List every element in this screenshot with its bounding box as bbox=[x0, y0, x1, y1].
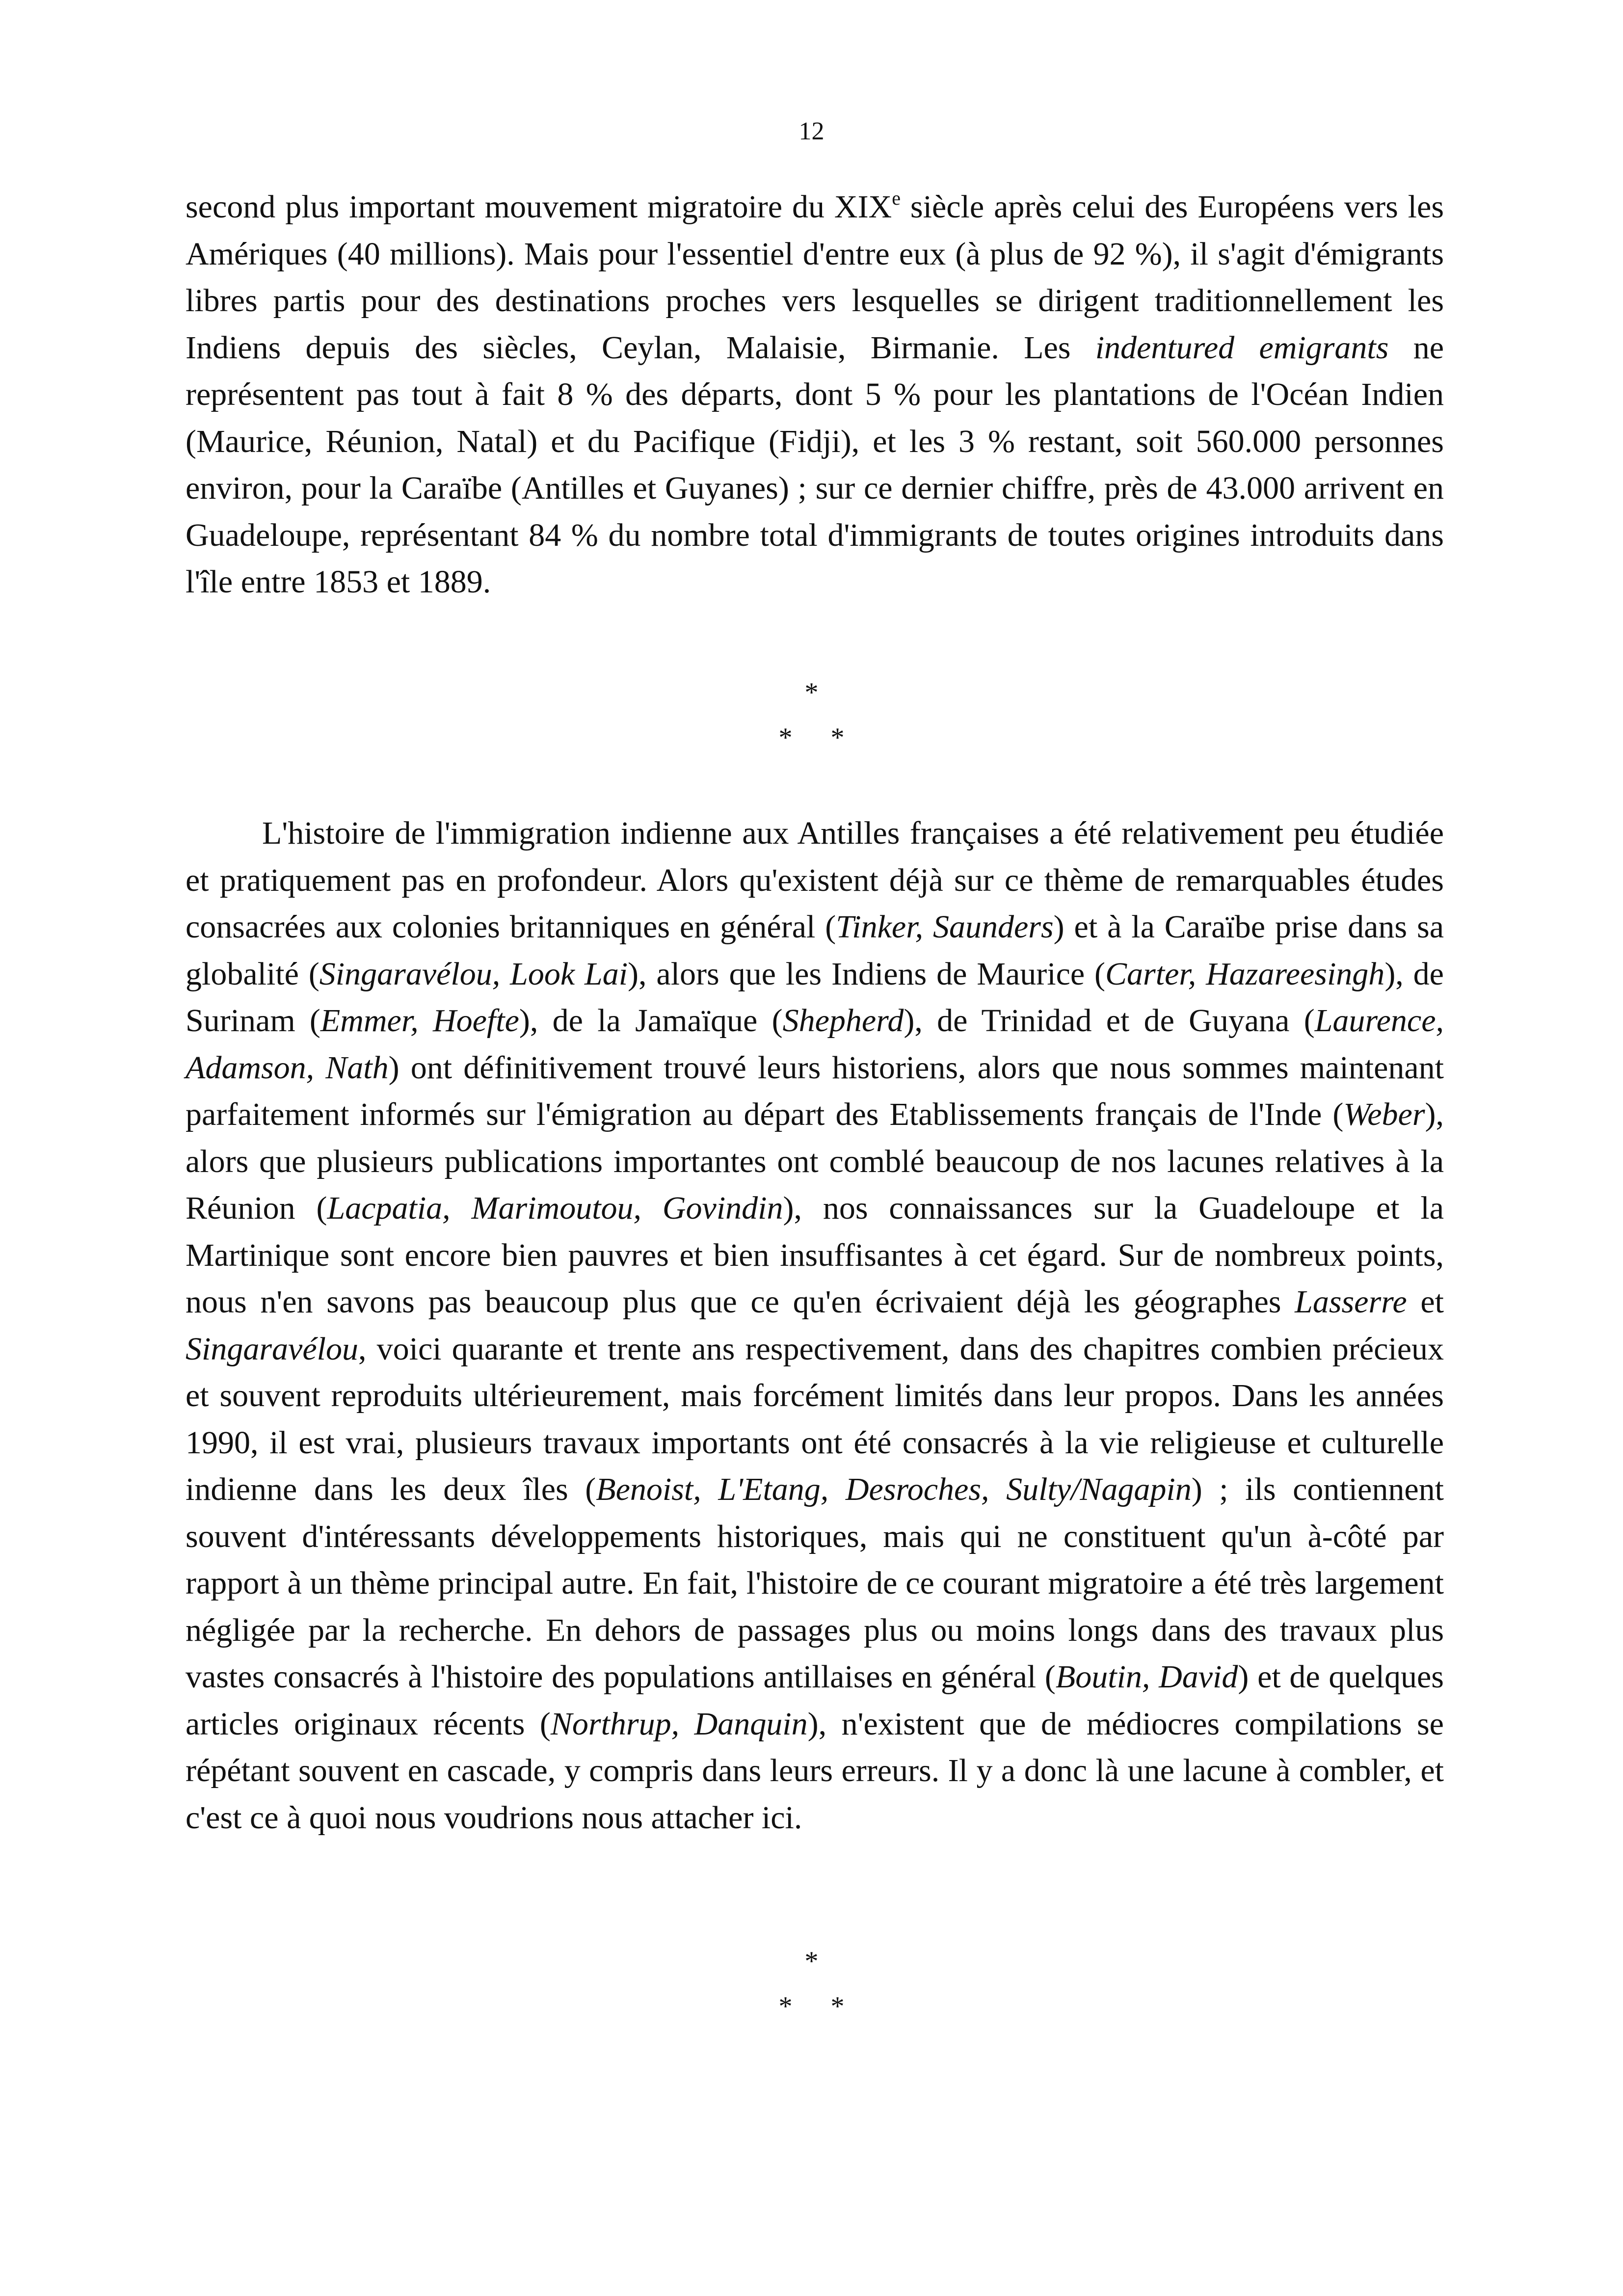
paragraph-2-text: ), nos connaissances sur la Guadeloupe et la Martinique sont encore bien pauvres et bien insuffisantes à cet égard. Sur de nombreux points, nous n'en savons pas beaucoup plus que ce qu'en écrivaient déjà les géographes bbox=[186, 1190, 1444, 1320]
paragraph-2-text: ), de Trinidad et de Guyana ( bbox=[904, 1003, 1315, 1039]
section-separator-2 bbox=[0, 1939, 1623, 2029]
separator-2-bottom-asterisks: * * bbox=[778, 1991, 845, 2022]
paragraph-1 bbox=[186, 184, 1444, 606]
paragraph-2-text: et bbox=[1407, 1284, 1444, 1320]
italic-author-ref: Lacpatia, Marimoutou, Govindin bbox=[327, 1190, 783, 1226]
paragraph-2-text: ) et à la Caraïbe prise dans sa globalité ( bbox=[186, 909, 1444, 992]
paragraph-2-text: L'histoire de l'immigration indienne aux Antilles françaises a été relativement peu étudiée et pratiquement pas en profondeur. Alors qu'existent déjà sur ce thème de remarquables études consacrées aux colonies britanniques en général ( bbox=[186, 815, 1444, 945]
italic-author-ref: Shepherd bbox=[782, 1003, 904, 1039]
page-number: 12 bbox=[798, 117, 825, 145]
paragraph-2-text: ), n'existent que de médiocres compilations se répétant souvent en cascade, y compris dans leurs erreurs. Il y a donc là une lacune à combler, et c'est ce à quoi nous voudrions nous attacher ici. bbox=[186, 1706, 1444, 1836]
paragraph-2-text: , voici quarante et trente ans respectivement, dans des chapitres combien précieux et souvent reproduits ultérieurement, mais forcément limités dans leur propos. Dans les années 1990, il est vrai, plusieurs travaux importants ont été consacrés à la vie religieuse et culturelle indienne dans les deux îles ( bbox=[186, 1331, 1444, 1507]
paragraph-2-text: ) ; ils contiennent souvent d'intéressants développements historiques, mais qui ne constituent qu'un à-côté par rapport à un thème principal autre. En fait, l'histoire de ce courant migratoire a été très largement négligée par la recherche. En dehors de passages plus ou moins longs dans des travaux plus vastes consacrés à l'histoire des populations antillaises en général ( bbox=[186, 1471, 1444, 1695]
paragraph-2-text: ), alors que plusieurs publications importantes ont comblé beaucoup de nos lacunes relatives à la Réunion ( bbox=[186, 1096, 1444, 1226]
paragraph-2 bbox=[186, 810, 1444, 1841]
italic-term: indentured emigrants bbox=[1095, 329, 1389, 366]
italic-author-ref: Benoist, L'Etang, Desroches, Sulty/Nagapin bbox=[596, 1471, 1192, 1507]
separator-1-bottom-asterisks: * * bbox=[778, 722, 845, 753]
italic-author-ref: Boutin, David bbox=[1055, 1659, 1238, 1695]
italic-author-ref: Tinker, Saunders bbox=[836, 909, 1054, 945]
italic-author-ref: Singaravélou bbox=[186, 1331, 358, 1367]
italic-author-ref: Lasserre bbox=[1295, 1284, 1407, 1320]
paragraph-2-text: ), de la Jamaïque ( bbox=[519, 1003, 783, 1039]
separator-2-top-asterisk: * bbox=[804, 1946, 819, 1976]
paragraph-2-text: ) et de quelques articles originaux récents ( bbox=[186, 1659, 1444, 1742]
section-separator-1 bbox=[0, 670, 1623, 760]
paragraph-2-text: ) ont définitivement trouvé leurs historiens, alors que nous sommes maintenant parfaitement informés sur l'émigration au départ des Etablissements français de l'Inde ( bbox=[186, 1049, 1444, 1132]
italic-author-ref: Carter, Hazareesingh bbox=[1105, 956, 1385, 992]
paragraph-1-text-b: siècle après celui des Européens vers les Amériques (40 millions). Mais pour l'essentiel d'entre eux (à plus de 92 %), il s'agit d'émigrants libres partis pour des destinations proches vers lesquelles se dirigent traditionnellement les Indiens depuis des siècles, Ceylan, Malaisie, Birmanie. Les bbox=[186, 189, 1444, 366]
italic-author-ref: Northrup, Danquin bbox=[550, 1706, 808, 1742]
paragraph-2-text: ), de Surinam ( bbox=[186, 956, 1444, 1039]
italic-author-ref: Laurence, Adamson, Nath bbox=[186, 1003, 1444, 1086]
italic-author-ref: Emmer, Hoefte bbox=[320, 1003, 519, 1039]
paragraph-2-text: ), alors que les Indiens de Maurice ( bbox=[628, 956, 1106, 992]
paragraph-1-text-a: second plus important mouvement migratoire du XIX bbox=[186, 189, 892, 225]
paragraph-1-text-c: ne représentent pas tout à fait 8 % des départs, dont 5 % pour les plantations de l'Océan Indien (Maurice, Réunion, Natal) et du Pacifique (Fidji), et les 3 % restant, soit 560.000 personnes environ, pour la Caraïbe (Antilles et Guyanes) ; sur ce dernier chiffre, près de 43.000 arrivent en Guadeloupe, représentant 84 % du nombre total d'immigrants de toutes origines introduits dans l'île entre 1853 et 1889. bbox=[186, 329, 1444, 600]
separator-1-top-asterisk: * bbox=[804, 677, 819, 708]
italic-author-ref: Weber bbox=[1343, 1096, 1425, 1132]
italic-author-ref: Singaravélou, Look Lai bbox=[319, 956, 628, 992]
century-superscript: e bbox=[892, 187, 901, 209]
